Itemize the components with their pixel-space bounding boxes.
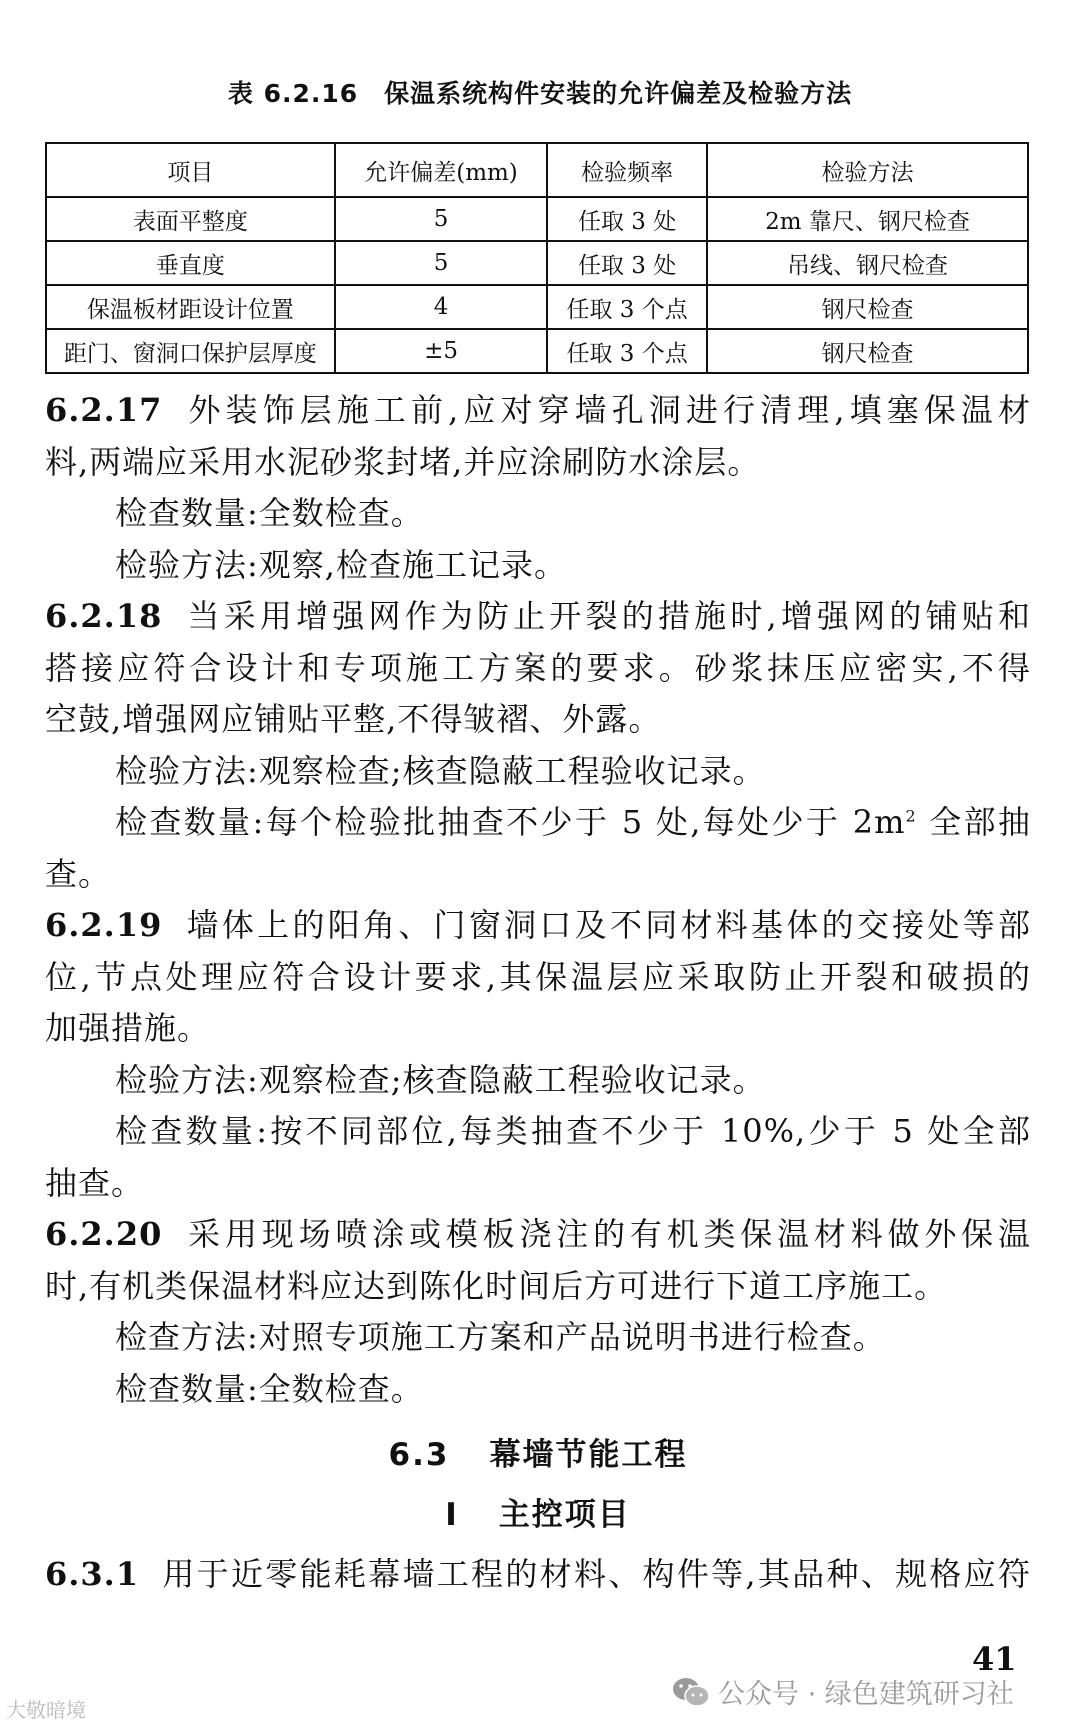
cell-frequency: 任取 3 处 (547, 197, 707, 241)
check-quantity-cont: 抽查。 (45, 1163, 145, 1202)
clause-text: 采用现场喷涂或模板浇注的有机类保温材料做外保温 (184, 1215, 1031, 1253)
check-quantity: 检查数量:全数检查。 (115, 1369, 424, 1408)
wechat-watermark (672, 1672, 1014, 1711)
clause-number: 6.2.19 (45, 906, 163, 944)
table-row (46, 329, 1028, 373)
cell-item: 保温板材距设计位置 (46, 285, 335, 329)
cell-item: 垂直度 (46, 241, 335, 285)
cell-method: 钢尺检查 (707, 329, 1028, 373)
header-method: 检验方法 (707, 143, 1028, 197)
watermark-text: 公众号 · 绿色建筑研习社 (718, 1679, 1014, 1710)
wechat-icon (672, 1676, 710, 1708)
clause-6-2-19-line (45, 900, 1031, 952)
cell-deviation: ±5 (335, 329, 548, 373)
table-row (46, 241, 1028, 285)
clause-text: 墙体上的阳角、门窗洞口及不同材料基体的交接处等部 (184, 906, 1031, 944)
cell-method: 吊线、钢尺检查 (707, 241, 1028, 285)
check-method: 检验方法:观察检查;核查隐蔽工程验收记录。 (115, 751, 766, 790)
clause-text: 用于近零能耗幕墙工程的材料、构件等,其品种、规格应符 (161, 1555, 1031, 1593)
cell-method: 钢尺检查 (707, 285, 1028, 329)
clause-6-2-18-line (45, 591, 1031, 643)
cell-method: 2m 靠尺、钢尺检查 (707, 197, 1028, 241)
clause-6-2-20-line (45, 1209, 1031, 1261)
clause-text: 空鼓,增强网应铺贴平整,不得皱褶、外露。 (45, 700, 662, 738)
clause-text: 当采用增强网作为防止开裂的措施时,增强网的铺贴和 (184, 597, 1031, 635)
watermark-left: 大敬暗境 (6, 1698, 86, 1722)
cell-deviation: 5 (335, 197, 548, 241)
subsection-heading (45, 1485, 1031, 1545)
clause-text: 搭接应符合设计和专项施工方案的要求。砂浆抹压应密实,不得 (45, 648, 1031, 687)
check-quantity-text: 全部抽 (916, 803, 1031, 841)
clause-number: 6.2.20 (45, 1215, 163, 1253)
subsection-number: I (445, 1497, 459, 1533)
clause-number: 6.3.1 (45, 1555, 140, 1593)
deviation-table (45, 142, 1029, 374)
cell-deviation: 4 (335, 285, 548, 329)
header-item: 项目 (46, 143, 335, 197)
table-row (46, 285, 1028, 329)
clause-6-3-1-line (45, 1549, 1031, 1601)
clause-text: 位,节点处理应符合设计要求,其保温层应采取防止开裂和破损的 (45, 957, 1031, 996)
section-number: 6.3 (388, 1437, 450, 1473)
cell-frequency: 任取 3 处 (547, 241, 707, 285)
cell-frequency: 任取 3 个点 (547, 329, 707, 373)
check-quantity-text: 检查数量:每个检验批抽查不少于 5 处,每处少于 2m (115, 803, 906, 841)
table-row (46, 197, 1028, 241)
check-quantity: 检查数量:全数检查。 (115, 494, 424, 532)
subsection-title: 主控项目 (498, 1497, 631, 1533)
check-quantity: 检查数量:按不同部位,每类抽查不少于 10%,少于 5 处全部 (115, 1112, 1031, 1150)
section-heading (45, 1425, 1031, 1485)
clause-text: 料,两端应采用水泥砂浆封堵,并应涂刷防水涂层。 (45, 442, 761, 481)
check-method: 检验方法:观察检查;核查隐蔽工程验收记录。 (115, 1060, 766, 1099)
table-title: 表 6.2.16 保温系统构件安装的允许偏差及检验方法 (227, 79, 853, 108)
superscript: 2 (905, 806, 917, 826)
check-quantity (45, 797, 1031, 849)
clause-6-2-17-line (45, 385, 1031, 437)
section-title: 幕墙节能工程 (489, 1437, 688, 1473)
check-quantity-cont: 查。 (45, 854, 112, 893)
clause-text: 外装饰层施工前,应对穿墙孔洞进行清理,填塞保温材 (184, 391, 1031, 429)
header-frequency: 检验频率 (547, 143, 707, 197)
cell-item: 距门、窗洞口保护层厚度 (46, 329, 335, 373)
clause-number: 6.2.17 (45, 391, 163, 429)
clause-text: 加强措施。 (45, 1009, 211, 1047)
check-method: 检查方法:对照专项施工方案和产品说明书进行检查。 (115, 1318, 886, 1356)
page-number: 41 (972, 1640, 1017, 1678)
table-header-row (46, 143, 1028, 197)
clause-number: 6.2.18 (45, 597, 163, 635)
cell-deviation: 5 (335, 241, 548, 285)
header-deviation: 允许偏差(mm) (335, 143, 548, 197)
check-method: 检验方法:观察,检查施工记录。 (115, 545, 567, 584)
clause-text: 时,有机类保温材料应达到陈化时间后方可进行下道工序施工。 (45, 1266, 948, 1305)
cell-frequency: 任取 3 个点 (547, 285, 707, 329)
cell-item: 表面平整度 (46, 197, 335, 241)
body-text (45, 385, 1031, 1601)
